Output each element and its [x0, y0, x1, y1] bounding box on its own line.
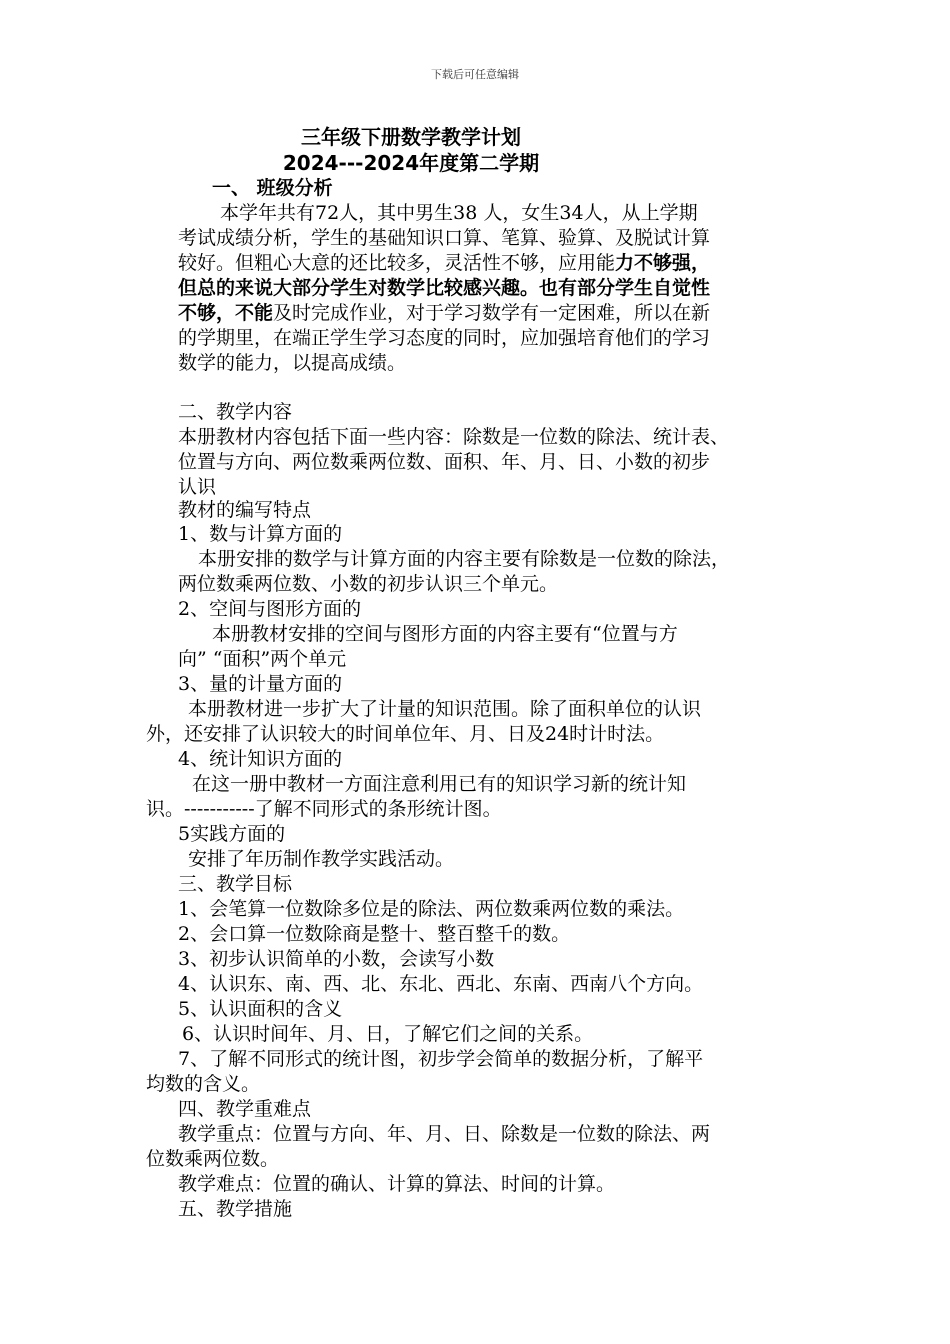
- section1-line: [178, 301, 710, 325]
- section1-text: 较好。但粗心大意的还比较多，灵活性不够，应用能: [178, 252, 616, 274]
- section4-heading: 四、教学重难点: [178, 1098, 312, 1120]
- feature-line: 向” “面积”两个单元: [178, 648, 347, 670]
- key-point-line: 位数乘两位数。: [146, 1148, 280, 1170]
- section1-emphasis: 力不够强，: [615, 252, 711, 274]
- document-title: 三年级下册数学教学计划: [301, 125, 521, 149]
- feature-line: 本册安排的数学与计算方面的内容主要有除数是一位数的除法，: [198, 548, 731, 570]
- goal-item: 2、会口算一位数除商是整十、整百整千的数。: [178, 923, 571, 945]
- feature-line: 外，还安排了认识较大的时间单位年、月、日及24时计时法。: [146, 723, 665, 745]
- section5-heading: 五、教学措施: [178, 1198, 293, 1220]
- section1-line: 数学的能力，以提高成绩。: [178, 352, 407, 374]
- section2-intro-line: 位置与方向、两位数乘两位数、面积、年、月、日、小数的初步: [178, 451, 711, 473]
- goal-item: 3、初步认识简单的小数，会读写小数: [178, 948, 495, 970]
- features-heading: 教材的编写特点: [178, 499, 312, 521]
- section2-intro-line: 本册教材内容包括下面一些内容：除数是一位数的除法、统计表、: [178, 426, 730, 448]
- feature-heading: 3、量的计量方面的: [178, 673, 343, 695]
- feature-heading: 1、数与计算方面的: [178, 523, 343, 545]
- section3-heading: 三、教学目标: [178, 873, 293, 895]
- page-header: 下载后可任意编辑: [431, 68, 519, 81]
- goal-item: 5、认识面积的含义: [178, 998, 343, 1020]
- key-point-line: 教学重点：位置与方向、年、月、日、除数是一位数的除法、两: [178, 1123, 711, 1145]
- difficulty-line: 教学难点：位置的确认、计算的算法、时间的计算。: [178, 1173, 616, 1195]
- feature-heading: 5实践方面的: [178, 823, 286, 845]
- goal-item: 4、认识东、南、西、北、东北、西北、东南、西南八个方向。: [178, 973, 704, 995]
- feature-line: 在这一册中教材一方面注意利用已有的知识学习新的统计知: [192, 773, 687, 795]
- section1-text: 及时完成作业，对于学习数学有一定困难，所以在新: [273, 302, 711, 324]
- section1-emphasis-line: 但总的来说大部分学生对数学比较感兴趣。也有部分学生自觉性: [178, 277, 711, 299]
- goal-item: 均数的含义。: [146, 1073, 261, 1095]
- section1-emphasis: 不够，不能: [178, 302, 274, 324]
- section2-heading: 二、教学内容: [178, 401, 293, 423]
- section1-line: 本学年共有72人，其中男生38 人，女生34人，从上学期: [220, 202, 698, 224]
- section1-line: [178, 251, 710, 275]
- feature-line: 本册教材进一步扩大了计量的知识范围。除了面积单位的认识: [188, 698, 702, 720]
- section2-intro-line: 认识: [178, 476, 217, 498]
- feature-line: 本册教材安排的空间与图形方面的内容主要有“位置与方: [212, 623, 678, 645]
- feature-line: 两位数乘两位数、小数的初步认识三个单元。: [178, 573, 559, 595]
- feature-line: 安排了年历制作教学实践活动。: [188, 848, 455, 870]
- goal-item: 1、会笔算一位数除多位是的除法、两位数乘两位数的乘法。: [178, 898, 685, 920]
- feature-line: 识。-----------了解不同形式的条形统计图。: [146, 798, 502, 820]
- document-subtitle: 2024---2024年度第二学期: [282, 151, 540, 175]
- section1-heading: 一、 班级分析: [212, 177, 333, 199]
- goal-item: 7、了解不同形式的统计图，初步学会简单的数据分析，了解平: [178, 1048, 704, 1070]
- goal-item: 6、认识时间年、月、日，了解它们之间的关系。: [182, 1023, 594, 1045]
- section1-line: 的学期里，在端正学生学习态度的同时，应加强培育他们的学习: [178, 327, 711, 349]
- section1-line: 考试成绩分析，学生的基础知识口算、笔算、验算、及脱试计算: [178, 227, 711, 249]
- feature-heading: 2、空间与图形方面的: [178, 598, 362, 620]
- feature-heading: 4、统计知识方面的: [178, 748, 343, 770]
